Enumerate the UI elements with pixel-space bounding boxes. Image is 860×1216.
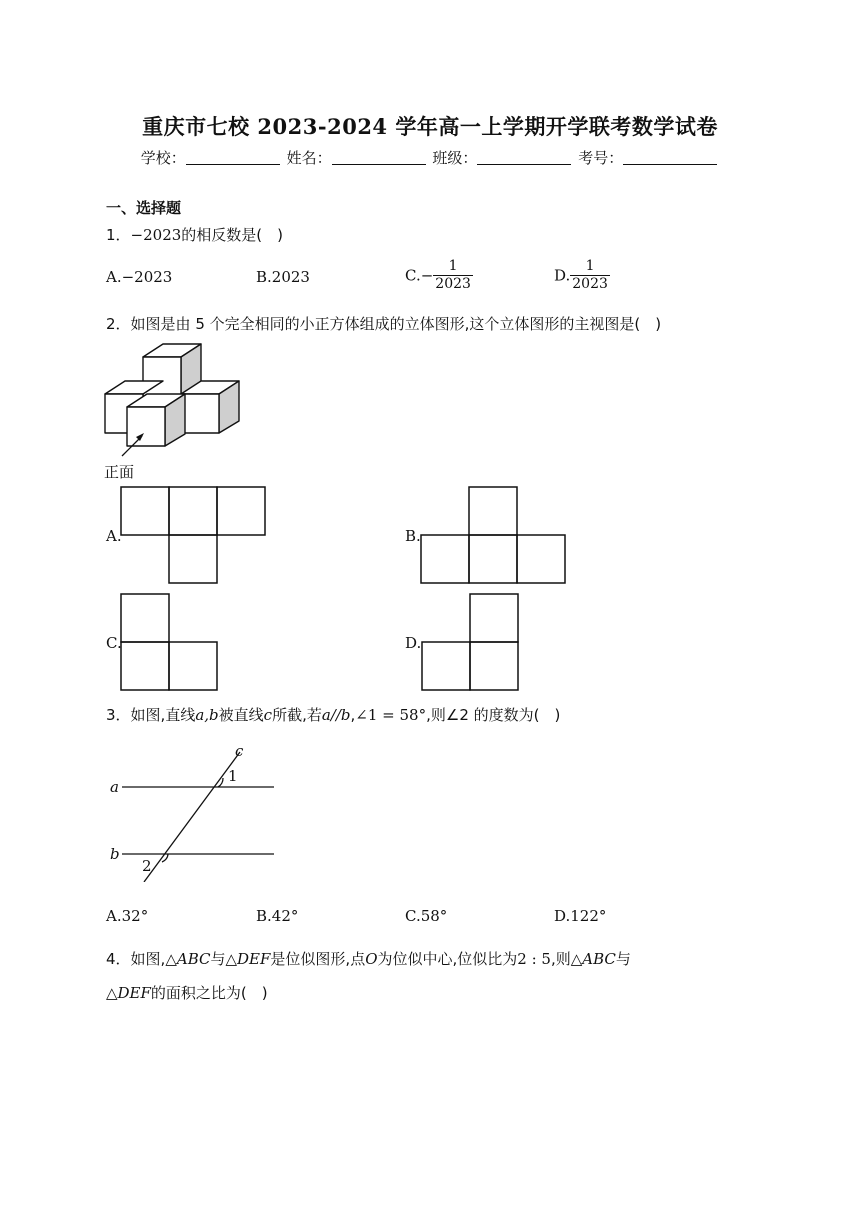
class-blank <box>477 150 571 165</box>
name-label: 姓名： <box>286 149 332 167</box>
q3-option-d-label: D. <box>554 907 571 925</box>
q4-stem-part3: 是位似图形,点 <box>270 950 366 968</box>
q4-triangle-abc: △ABC <box>165 950 211 968</box>
line-c <box>144 752 240 882</box>
q4-point-o: O <box>365 950 378 968</box>
label-b: b <box>110 845 120 863</box>
q1-option-d-denominator: 2023 <box>572 276 608 292</box>
q3-option-d-value: 122° <box>570 907 607 925</box>
question-1 <box>106 224 283 245</box>
q2-cube-figure <box>100 338 245 468</box>
q1-option-d-label: D. <box>554 266 571 285</box>
q3-var-c: c <box>263 706 273 724</box>
q1-option-c-sign: − <box>420 266 434 285</box>
school-label: 学校： <box>140 149 186 167</box>
q4-stem-part6: 与 <box>615 950 631 968</box>
q1-option-c-numerator: 1 <box>433 258 473 276</box>
q3-stem-part3: 所截,若 <box>272 706 322 724</box>
label-angle-2: 2 <box>142 857 152 875</box>
q2-option-a-label: A. <box>106 527 122 545</box>
angle-2-arc <box>162 854 168 862</box>
q3-stem-part1: 如图,直线 <box>130 706 196 724</box>
q1-option-a <box>106 268 172 286</box>
q2-option-b-figure <box>420 486 568 584</box>
question-2 <box>106 313 661 334</box>
q3-option-a-label: A. <box>106 907 122 925</box>
q4-stem-part7: 的面积之比为( ) <box>150 984 268 1002</box>
q4-stem-part5: ,则 <box>550 950 571 968</box>
q1-option-b-value: 2023 <box>271 268 310 286</box>
q1-option-d-fraction <box>570 258 610 293</box>
class-label: 班级： <box>432 149 478 167</box>
label-angle-1: 1 <box>228 767 238 785</box>
q2-option-d-figure <box>421 593 521 691</box>
q3-stem-part2: 被直线 <box>218 706 264 724</box>
q4-ratio: 2 : 5 <box>517 950 551 968</box>
q3-stem-part4: ,则∠2 的度数为( ) <box>426 706 561 724</box>
q1-option-c-fraction <box>433 258 473 293</box>
q2-option-c-figure <box>120 593 220 691</box>
q1-option-b <box>256 268 310 286</box>
school-blank <box>186 150 280 165</box>
q2-number: 2． <box>106 315 131 333</box>
q4-triangle-def: △DEF <box>225 950 271 968</box>
q3-option-b-label: B. <box>256 907 272 925</box>
q1-stem: 的相反数是( ) <box>181 226 284 244</box>
q1-option-a-label: A. <box>106 268 122 286</box>
q3-option-b-value: 42° <box>271 907 299 925</box>
q2-option-d-label: D. <box>405 634 422 652</box>
q3-option-c-value: 58° <box>420 907 448 925</box>
name-blank <box>332 150 426 165</box>
q1-option-c <box>405 258 473 293</box>
question-4 <box>106 942 746 1010</box>
label-c: c <box>235 742 244 760</box>
q1-number: 1． <box>106 226 131 244</box>
q3-option-d <box>554 907 606 925</box>
q4-stem-part1: 如图, <box>130 950 166 968</box>
q3-var-ab: a,b <box>195 706 219 724</box>
q3-option-a <box>106 907 148 925</box>
q1-option-c-label: C. <box>405 266 421 285</box>
q2-option-c-label: C. <box>106 634 122 652</box>
q2-option-b-label: B. <box>405 527 421 545</box>
q4-stem-part2: 与 <box>210 950 226 968</box>
q4-stem-part4: 为位似中心,位似比为 <box>377 950 518 968</box>
q3-option-c <box>405 907 447 925</box>
q1-option-b-label: B. <box>256 268 272 286</box>
q3-angle-condition: ∠1 = 58° <box>355 706 427 724</box>
q2-option-a-figure <box>120 486 268 584</box>
question-3: 3．如图,直线a,b被直线c所截,若a//b,∠1 = 58°,则∠2 的度数为( ) <box>106 706 561 724</box>
q1-value: −2023 <box>130 226 182 244</box>
q4-triangle-def-2: △DEF <box>106 984 151 1002</box>
q3-option-c-label: C. <box>405 907 421 925</box>
q3-number: 3． <box>106 706 131 724</box>
q3-option-b <box>256 907 298 925</box>
exam-title: 重庆市七校 2023-2024 学年高一上学期开学联考数学试卷 <box>142 114 718 139</box>
section-heading-choice: 一、选择题 <box>106 199 182 217</box>
student-info-line <box>0 147 860 168</box>
q2-front-label: 正面 <box>104 463 135 481</box>
label-a: a <box>110 778 119 796</box>
q1-option-c-denominator: 2023 <box>435 276 471 292</box>
q3-parallel-lines-figure <box>104 742 279 882</box>
q1-option-a-value: −2023 <box>121 268 173 286</box>
q1-option-d <box>554 258 610 293</box>
exam-no-label: 考号： <box>578 149 624 167</box>
exam-no-blank <box>623 150 717 165</box>
q3-condition: a//b <box>321 706 351 724</box>
q1-option-d-numerator: 1 <box>570 258 610 276</box>
q4-number: 4． <box>106 950 131 968</box>
q2-stem: 如图是由 5 个完全相同的小正方体组成的立体图形,这个立体图形的主视图是( ) <box>130 315 662 333</box>
q3-option-a-value: 32° <box>121 907 149 925</box>
q4-triangle-abc-2: △ABC <box>570 950 616 968</box>
